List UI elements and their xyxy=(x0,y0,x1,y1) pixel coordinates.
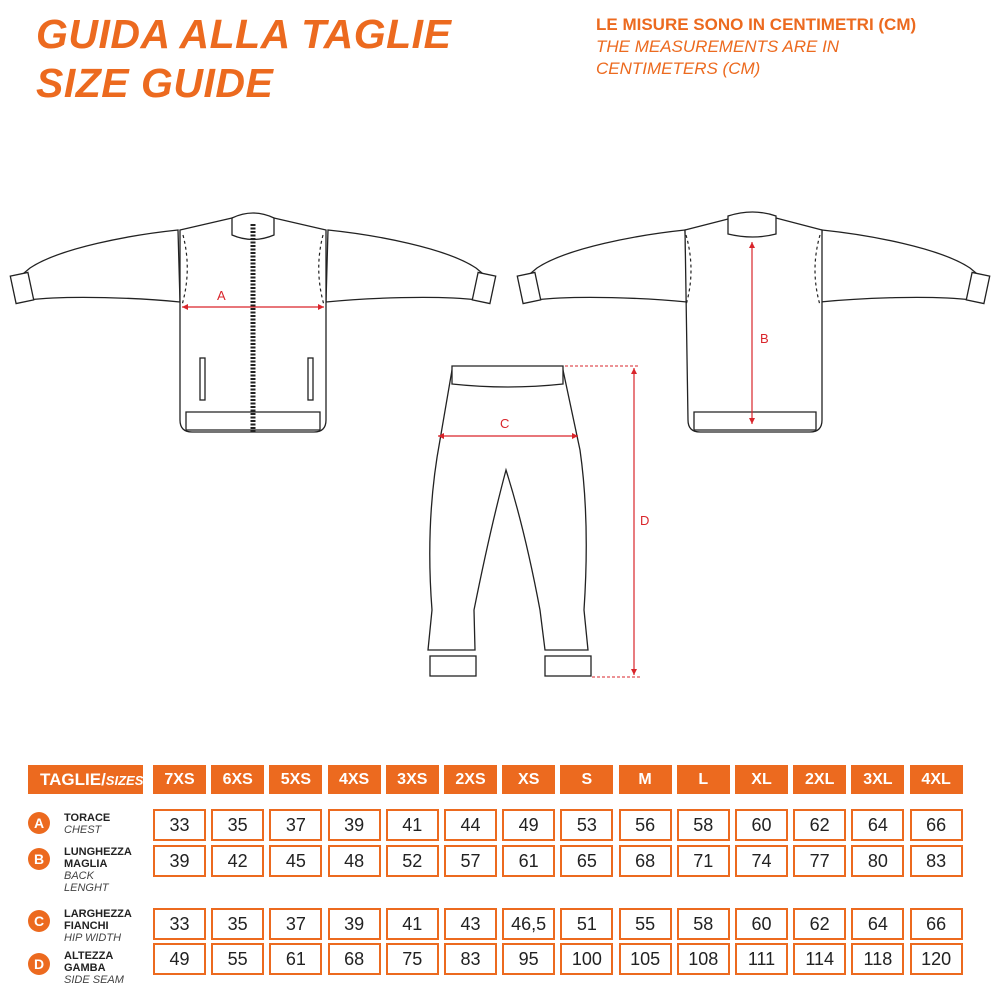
size-header-2xs: 2XS xyxy=(444,765,497,794)
value-cell-a-3xs: 41 xyxy=(386,809,439,841)
value-cell-b-3xs: 52 xyxy=(386,845,439,877)
value-cell-a-3xl: 64 xyxy=(851,809,904,841)
size-header-3xl: 3XL xyxy=(851,765,904,794)
value-cell-d-7xs: 49 xyxy=(153,943,206,975)
value-cell-c-s: 51 xyxy=(560,908,613,940)
size-header-7xs: 7XS xyxy=(153,765,206,794)
value-cell-c-3xl: 64 xyxy=(851,908,904,940)
value-cell-d-2xs: 83 xyxy=(444,943,497,975)
value-cell-c-7xs: 33 xyxy=(153,908,206,940)
size-header-xl: XL xyxy=(735,765,788,794)
value-cell-c-6xs: 35 xyxy=(211,908,264,940)
size-header-l: L xyxy=(677,765,730,794)
size-header-4xl: 4XL xyxy=(910,765,963,794)
value-cell-c-4xs: 39 xyxy=(328,908,381,940)
value-cell-b-6xs: 42 xyxy=(211,845,264,877)
row-label-hip-en: HIP WIDTH xyxy=(64,932,122,944)
value-cell-c-2xs: 43 xyxy=(444,908,497,940)
title-english: SIZE GUIDE xyxy=(36,60,274,106)
units-note-english-2: CENTIMETERS (CM) xyxy=(596,59,761,78)
row-label-back-it-1: LUNGHEZZA xyxy=(64,846,132,858)
units-note xyxy=(596,14,916,80)
value-cell-b-4xl: 83 xyxy=(910,845,963,877)
value-cell-d-3xl: 118 xyxy=(851,943,904,975)
value-cell-a-xl: 60 xyxy=(735,809,788,841)
units-note-english-1: THE MEASUREMENTS ARE IN xyxy=(596,37,840,56)
value-cell-d-l: 108 xyxy=(677,943,730,975)
value-cell-a-l: 58 xyxy=(677,809,730,841)
value-cell-a-6xs: 35 xyxy=(211,809,264,841)
garment-diagram xyxy=(0,180,1000,700)
value-cell-b-m: 68 xyxy=(619,845,672,877)
measure-label-a: A xyxy=(217,288,226,303)
value-cell-a-2xl: 62 xyxy=(793,809,846,841)
page-title xyxy=(36,10,451,108)
row-label-back-en-2: LENGHT xyxy=(64,882,109,894)
sizes-header-sub: SIZES xyxy=(105,773,144,788)
measure-label-c: C xyxy=(500,416,510,431)
value-cell-b-s: 65 xyxy=(560,845,613,877)
value-cell-a-4xl: 66 xyxy=(910,809,963,841)
value-cell-b-7xs: 39 xyxy=(153,845,206,877)
value-cell-c-3xs: 41 xyxy=(386,908,439,940)
row-label-hip-it-2: FIANCHI xyxy=(64,920,109,932)
value-cell-d-s: 100 xyxy=(560,943,613,975)
value-cell-b-2xl: 77 xyxy=(793,845,846,877)
size-header-3xs: 3XS xyxy=(386,765,439,794)
row-label-back-it-2: MAGLIA xyxy=(64,858,108,870)
row-label-back-length xyxy=(64,846,132,894)
trousers xyxy=(428,366,649,677)
value-cell-b-5xs: 45 xyxy=(269,845,322,877)
value-cell-d-4xs: 68 xyxy=(328,943,381,975)
sizes-header xyxy=(28,765,143,794)
badge-c: C xyxy=(28,910,50,932)
row-label-hip-it-1: LARGHEZZA xyxy=(64,908,132,920)
value-cell-d-xs: 95 xyxy=(502,943,555,975)
value-cell-d-m: 105 xyxy=(619,943,672,975)
value-cell-b-3xl: 80 xyxy=(851,845,904,877)
size-header-m: M xyxy=(619,765,672,794)
row-label-chest-it: TORACE xyxy=(64,812,111,824)
value-cell-c-m: 55 xyxy=(619,908,672,940)
value-cell-d-6xs: 55 xyxy=(211,943,264,975)
value-cell-a-7xs: 33 xyxy=(153,809,206,841)
value-cell-b-4xs: 48 xyxy=(328,845,381,877)
value-cell-a-2xs: 44 xyxy=(444,809,497,841)
jacket-back xyxy=(517,212,989,432)
value-cell-a-s: 53 xyxy=(560,809,613,841)
measure-label-d: D xyxy=(640,513,650,528)
badge-a: A xyxy=(28,812,50,834)
title-italian: GUIDA ALLA TAGLIE xyxy=(36,11,452,57)
row-label-seam-it-1: ALTEZZA xyxy=(64,950,114,962)
value-cell-c-2xl: 62 xyxy=(793,908,846,940)
value-cell-d-4xl: 120 xyxy=(910,943,963,975)
badge-b: B xyxy=(28,848,50,870)
value-cell-c-l: 58 xyxy=(677,908,730,940)
value-cell-b-l: 71 xyxy=(677,845,730,877)
value-cell-d-3xs: 75 xyxy=(386,943,439,975)
size-header-xs: XS xyxy=(502,765,555,794)
value-cell-a-5xs: 37 xyxy=(269,809,322,841)
badge-d: D xyxy=(28,953,50,975)
measure-label-b: B xyxy=(760,331,769,346)
value-cell-a-m: 56 xyxy=(619,809,672,841)
jacket-front xyxy=(10,213,495,432)
value-cell-a-4xs: 39 xyxy=(328,809,381,841)
value-cell-c-4xl: 66 xyxy=(910,908,963,940)
size-header-5xs: 5XS xyxy=(269,765,322,794)
row-label-chest xyxy=(64,812,110,836)
size-header-4xs: 4XS xyxy=(328,765,381,794)
sizes-header-label: TAGLIE/ xyxy=(40,770,106,789)
value-cell-c-5xs: 37 xyxy=(269,908,322,940)
row-label-hip-width xyxy=(64,908,132,944)
row-label-seam-it-2: GAMBA xyxy=(64,962,106,974)
value-cell-d-2xl: 114 xyxy=(793,943,846,975)
size-header-s: S xyxy=(560,765,613,794)
row-label-seam-en: SIDE SEAM xyxy=(64,974,124,986)
units-note-italian: LE MISURE SONO IN CENTIMETRI (CM) xyxy=(596,15,917,34)
value-cell-b-xl: 74 xyxy=(735,845,788,877)
row-label-chest-en: CHEST xyxy=(64,824,102,836)
value-cell-c-xs: 46,5 xyxy=(502,908,555,940)
value-cell-b-xs: 61 xyxy=(502,845,555,877)
row-label-back-en-1: BACK xyxy=(64,870,94,882)
value-cell-c-xl: 60 xyxy=(735,908,788,940)
row-label-side-seam xyxy=(64,950,124,986)
size-header-6xs: 6XS xyxy=(211,765,264,794)
size-header-2xl: 2XL xyxy=(793,765,846,794)
value-cell-b-2xs: 57 xyxy=(444,845,497,877)
value-cell-d-5xs: 61 xyxy=(269,943,322,975)
value-cell-a-xs: 49 xyxy=(502,809,555,841)
value-cell-d-xl: 111 xyxy=(735,943,788,975)
